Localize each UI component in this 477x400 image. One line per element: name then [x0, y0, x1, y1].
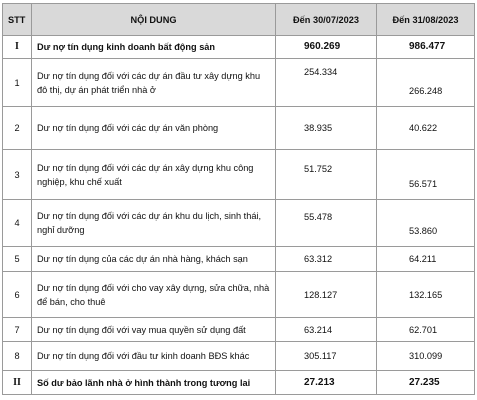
real-estate-credit-table: [2, 3, 475, 395]
row-value-b: 40.622: [377, 107, 475, 150]
row-content: Dư nợ tín dụng đối với các dự án văn phòng: [32, 107, 276, 150]
row-stt: 5: [3, 247, 32, 272]
row-stt: 7: [3, 318, 32, 342]
row-value-b: 27.235: [377, 371, 475, 395]
header-content: NỘI DUNG: [32, 4, 276, 36]
row-value-a: 55.478: [276, 200, 377, 247]
row-value-a: 254.334: [276, 59, 377, 107]
table-row: [3, 59, 475, 107]
table-header-row: [3, 4, 475, 36]
row-value-b: 53.860: [377, 200, 475, 247]
row-value-a: 27.213: [276, 371, 377, 395]
header-col-a: Đến 30/07/2023: [276, 4, 377, 36]
table-row: [3, 272, 475, 318]
row-value-b: 62.701: [377, 318, 475, 342]
table-container: [2, 3, 475, 395]
row-value-a: 305.117: [276, 342, 377, 371]
row-value-a: 63.214: [276, 318, 377, 342]
row-stt: 3: [3, 150, 32, 200]
table-row: [3, 342, 475, 371]
row-content: Dư nợ tín dụng của các dự án nhà hàng, khách sạn: [32, 247, 276, 272]
row-content: Dư nợ tín dụng kinh doanh bất động sản: [32, 36, 276, 59]
header-stt: STT: [3, 4, 32, 36]
row-value-b: 310.099: [377, 342, 475, 371]
row-value-a: 38.935: [276, 107, 377, 150]
row-stt: 4: [3, 200, 32, 247]
table-row: [3, 200, 475, 247]
row-value-a: 960.269: [276, 36, 377, 59]
table-row: [3, 371, 475, 395]
row-stt: 6: [3, 272, 32, 318]
row-value-a: 128.127: [276, 272, 377, 318]
table-row: [3, 318, 475, 342]
table-row: [3, 107, 475, 150]
row-value-b: 56.571: [377, 150, 475, 200]
row-content: Dư nợ tín dụng đối với các dự án xây dựng khu công nghiệp, khu chế xuất: [32, 150, 276, 200]
row-value-a: 51.752: [276, 150, 377, 200]
row-stt: 2: [3, 107, 32, 150]
table-row: [3, 36, 475, 59]
row-content: Dư nợ tín dụng đối với vay mua quyền sử dụng đất: [32, 318, 276, 342]
header-col-b: Đến 31/08/2023: [377, 4, 475, 36]
row-value-b: 132.165: [377, 272, 475, 318]
row-value-a: 63.312: [276, 247, 377, 272]
row-value-b: 986.477: [377, 36, 475, 59]
row-value-b: 266.248: [377, 59, 475, 107]
table-row: [3, 150, 475, 200]
row-stt: II: [3, 371, 32, 395]
row-content: Dư nợ tín dụng đối với đầu tư kinh doanh BĐS khác: [32, 342, 276, 371]
row-content: Số dư bảo lãnh nhà ở hình thành trong tương lai: [32, 371, 276, 395]
row-content: Dư nợ tín dụng đối với các dự án khu du lịch, sinh thái, nghỉ dưỡng: [32, 200, 276, 247]
row-content: Dư nợ tín dụng đối với cho vay xây dựng, sửa chữa, nhà để bán, cho thuê: [32, 272, 276, 318]
row-content: Dư nợ tín dụng đối với các dự án đầu tư xây dựng khu đô thị, dự án phát triển nhà ở: [32, 59, 276, 107]
row-stt: 8: [3, 342, 32, 371]
row-stt: 1: [3, 59, 32, 107]
row-stt: I: [3, 36, 32, 59]
table-row: [3, 247, 475, 272]
row-value-b: 64.211: [377, 247, 475, 272]
